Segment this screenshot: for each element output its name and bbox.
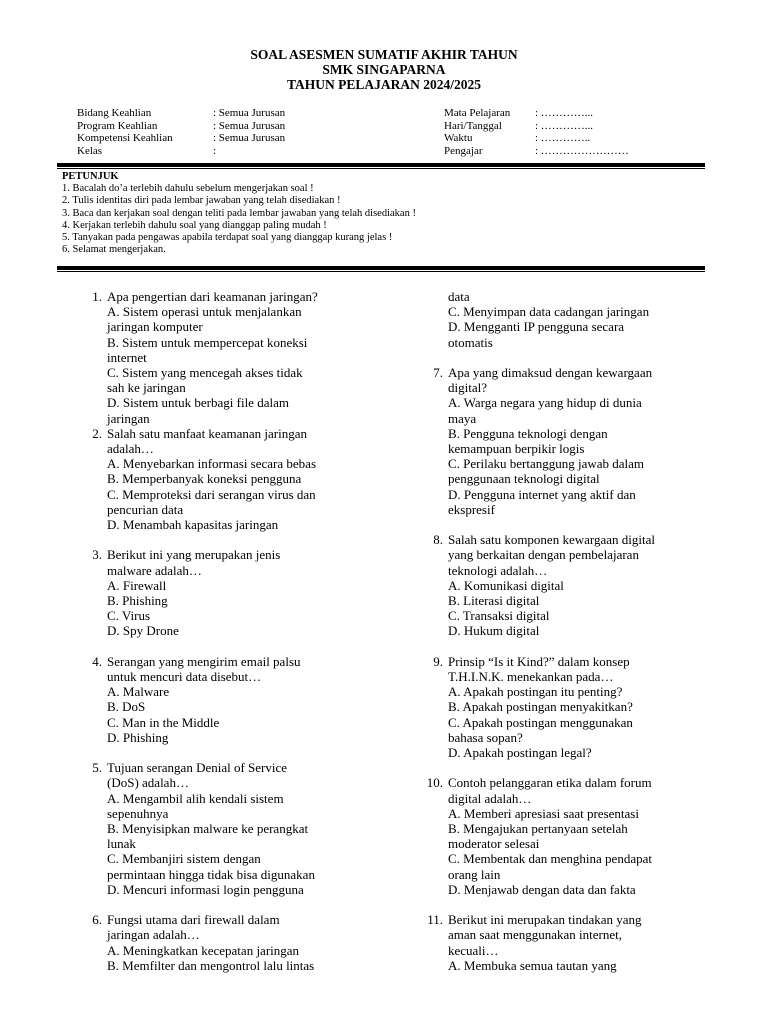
question-line: A. Mengambil alih kendali sistem: [107, 790, 284, 806]
question-number: 2.: [92, 425, 102, 441]
question-text: Berikut ini merupakan tindakan yang: [448, 912, 642, 928]
info-label: Mata Pelajaran: [444, 107, 511, 119]
question: [425, 532, 725, 638]
question-line: B. DoS: [107, 699, 146, 715]
question-line: internet: [107, 349, 147, 365]
question-line: D. Sistem untuk berbagi file dalam: [107, 395, 289, 411]
question-line: kecuali…: [448, 942, 499, 958]
info-row: [444, 145, 629, 158]
instructions-divider-thick: [57, 266, 705, 270]
exam-title: SOAL ASESMEN SUMATIF AKHIR TAHUN: [250, 47, 518, 62]
info-row: [444, 120, 629, 133]
question-line: sepenuhnya: [107, 805, 169, 821]
question-spacer: [425, 350, 725, 365]
info-row: [77, 145, 285, 158]
instruction-item: 1. Bacalah do’a terlebih dahulu sebelum mengerjakan soal !: [62, 183, 314, 195]
question-line: B. Sistem untuk mempercepat koneksi: [107, 334, 308, 350]
question: [84, 289, 384, 426]
question-number: 6.: [92, 912, 102, 928]
question-text: Salah satu manfaat keamanan jaringan: [107, 425, 307, 441]
question-line: C. Apakah postingan menggunakan: [448, 714, 633, 730]
question-line: D. Mengganti IP pengguna secara: [448, 319, 625, 335]
question-line: B. Pengguna teknologi dengan: [448, 425, 608, 441]
question-line: B. Memfilter dan mengontrol lalu lintas: [107, 957, 315, 973]
question-number: 7.: [433, 365, 443, 380]
info-label: Pengajar: [444, 144, 483, 157]
question-line: A. Membuka semua tautan yang: [448, 957, 617, 973]
question-line: B. Memperbanyak koneksi pengguna: [107, 471, 302, 487]
question-line: bahasa sopan?: [448, 729, 523, 745]
info-row: [77, 120, 285, 133]
question-line: adalah…: [107, 441, 154, 457]
question-number: 8.: [433, 532, 443, 548]
question-text: Tujuan serangan Denial of Service: [107, 760, 288, 776]
question-line: penggunaan teknologi digital: [448, 471, 600, 487]
question-spacer: [425, 897, 725, 912]
question-line: B. Phishing: [107, 593, 168, 609]
instruction-item: 3. Baca dan kerjakan soal dengan teliti pada lembar jawaban yang telah disediakan !: [62, 207, 416, 219]
question-line: A. Memberi apresiasi saat presentasi: [448, 805, 639, 821]
question: [425, 654, 725, 760]
question-line: A. Malware: [107, 684, 170, 700]
question: [84, 426, 384, 532]
question-line: D. Pengguna internet yang aktif dan: [448, 486, 636, 502]
instructions: [62, 171, 702, 256]
info-value: : ……………………: [535, 144, 629, 157]
question-line: malware adalah…: [107, 562, 202, 578]
question-text: Contoh pelanggaran etika dalam forum: [448, 775, 652, 791]
question-number: 10.: [426, 775, 443, 791]
question-line: A. Sistem operasi untuk menjalankan: [107, 304, 302, 320]
question-line: D. Menambah kapasitas jaringan: [107, 517, 279, 533]
instruction-item: 6. Selamat mengerjakan.: [62, 244, 166, 256]
question-line: digital adalah…: [448, 790, 532, 806]
question-line: D. Menjawab dengan data dan fakta: [448, 881, 636, 897]
question-text: Prinsip “Is it Kind?” dalam konsep: [448, 653, 630, 669]
school-name: SMK SINGAPARNA: [322, 62, 446, 77]
question-number: 1.: [92, 289, 102, 304]
question-line: otomatis: [448, 334, 493, 350]
info-label: Bidang Keahlian: [77, 107, 152, 119]
school-year: TAHUN PELAJARAN 2024/2025: [286, 77, 481, 92]
question-line: A. Meningkatkan kecepatan jaringan: [107, 942, 300, 958]
instruction-item: 2. Tulis identitas diri pada lembar jawaban yang telah disediakan !: [62, 195, 341, 207]
question-line: A. Menyebarkan informasi secara bebas: [107, 456, 316, 472]
question-line: C. Man in the Middle: [107, 714, 220, 730]
question-spacer: [84, 532, 384, 547]
question: [425, 912, 725, 973]
question-line: B. Mengajukan pertanyaan setelah: [448, 821, 628, 837]
question-line: A. Firewall: [107, 577, 167, 593]
instructions-heading: PETUNJUK: [62, 171, 119, 182]
question: [84, 654, 384, 745]
question-line: jaringan adalah…: [107, 927, 200, 943]
question-line: D. Spy Drone: [107, 623, 179, 639]
question-line: A. Apakah postingan itu penting?: [448, 684, 623, 700]
instructions-divider-thin: [57, 271, 705, 272]
info-row: [444, 132, 629, 145]
question-line: moderator selesai: [448, 836, 540, 852]
info-row: [77, 107, 285, 120]
question-line: yang berkaitan dengan pembelajaran: [448, 547, 639, 563]
question-line: C. Membanjiri sistem dengan: [107, 851, 261, 867]
question-text: Serangan yang mengirim email palsu: [107, 653, 301, 669]
question-line: C. Virus: [107, 608, 151, 624]
question-line: A. Komunikasi digital: [448, 577, 564, 593]
info-label: Kompetensi Keahlian: [77, 132, 173, 144]
info-left: [77, 107, 285, 157]
question-line: (DoS) adalah…: [107, 775, 189, 791]
question-line: C. Sistem yang mencegah akses tidak: [107, 365, 303, 381]
question-line: C. Membentak dan menghina pendapat: [448, 851, 652, 867]
question-line: B. Apakah postingan menyakitkan?: [448, 699, 633, 715]
question-line: C. Transaksi digital: [448, 608, 550, 624]
question-line: B. Menyisipkan malware ke perangkat: [107, 821, 309, 837]
question-number: 5.: [92, 760, 102, 776]
question: [425, 775, 725, 897]
question-line: lunak: [107, 836, 136, 852]
question-text: Berikut ini yang merupakan jenis: [107, 547, 281, 563]
question: [84, 760, 384, 897]
question-number: 11.: [427, 912, 443, 928]
info-label: Hari/Tanggal: [444, 119, 502, 132]
question-spacer: [425, 639, 725, 654]
info-row: [77, 132, 285, 145]
question-line: teknologi adalah…: [448, 562, 548, 578]
info-value: : …………...: [535, 107, 594, 119]
question-line: D. Phishing: [107, 729, 169, 745]
question-text: Apa pengertian dari keamanan jaringan?: [107, 289, 318, 304]
question-line: D. Mencuri informasi login pengguna: [107, 881, 304, 897]
instruction-item: 4. Kerjakan terlebih dahulu soal yang dianggap paling mudah !: [62, 219, 327, 231]
info-value: : Semua Jurusan: [213, 132, 286, 144]
question-line: pencurian data: [107, 501, 184, 517]
question-spacer: [84, 897, 384, 912]
question: [84, 547, 384, 638]
info-right: [444, 107, 629, 157]
question-line: permintaan hingga tidak bisa digunakan: [107, 866, 315, 882]
question-text: Apa yang dimaksud dengan kewargaan: [448, 365, 653, 380]
question-line: T.H.I.N.K. menekankan pada…: [448, 669, 614, 685]
question: [84, 912, 384, 973]
question-spacer: [425, 760, 725, 775]
question: [425, 365, 725, 517]
question-line: untuk mencuri data disebut…: [107, 669, 262, 685]
info-row: [444, 107, 629, 120]
question-line: kemampuan berpikir logis: [448, 441, 585, 457]
info-label: Program Keahlian: [77, 119, 158, 132]
info-value: : Semua Jurusan: [213, 119, 286, 132]
header-divider-thin: [57, 168, 705, 169]
info-value: : Semua Jurusan: [213, 107, 286, 119]
question-line: C. Memproteksi dari serangan virus dan: [107, 486, 316, 502]
info-label: Kelas: [77, 144, 103, 157]
question-line: D. Hukum digital: [448, 623, 540, 639]
question-text: Salah satu komponen kewargaan digital: [448, 532, 655, 548]
header-divider-thick: [57, 163, 705, 167]
question-spacer: [425, 517, 725, 532]
question-line: maya: [448, 410, 477, 426]
question-line: digital?: [448, 380, 487, 396]
info-value: : …………...: [535, 119, 594, 132]
question-line: ekspresif: [448, 501, 495, 517]
question-number: 4.: [92, 653, 102, 669]
question-line: C. Perilaku bertanggung jawab dalam: [448, 456, 645, 472]
info-label: Waktu: [444, 132, 473, 144]
question-spacer: [84, 639, 384, 654]
question-line: jaringan: [107, 410, 150, 426]
question-line: aman saat menggunakan internet,: [448, 927, 622, 943]
instruction-item: 5. Tanyakan pada pengawas apabila terdapat soal yang dianggap kurang jelas !: [62, 232, 393, 244]
question-line: A. Warga negara yang hidup di dunia: [448, 395, 642, 411]
question-line: orang lain: [448, 866, 501, 882]
info-value: :: [213, 144, 217, 157]
question-line: B. Literasi digital: [448, 593, 540, 609]
question-continuation: [425, 289, 725, 350]
question-number: 3.: [92, 547, 102, 563]
question-line: sah ke jaringan: [107, 380, 186, 396]
questions-right-column: [425, 289, 725, 973]
question-text: Fungsi utama dari firewall dalam: [107, 912, 280, 928]
info-value: : …………..: [535, 132, 591, 144]
question-line: jaringan komputer: [107, 319, 203, 335]
question-line: D. Apakah postingan legal?: [448, 745, 592, 761]
question-spacer: [84, 745, 384, 760]
question-number: 9.: [433, 653, 443, 669]
question-line: data: [448, 289, 470, 304]
questions-left-column: [84, 289, 384, 973]
question-line: C. Menyimpan data cadangan jaringan: [448, 304, 650, 320]
